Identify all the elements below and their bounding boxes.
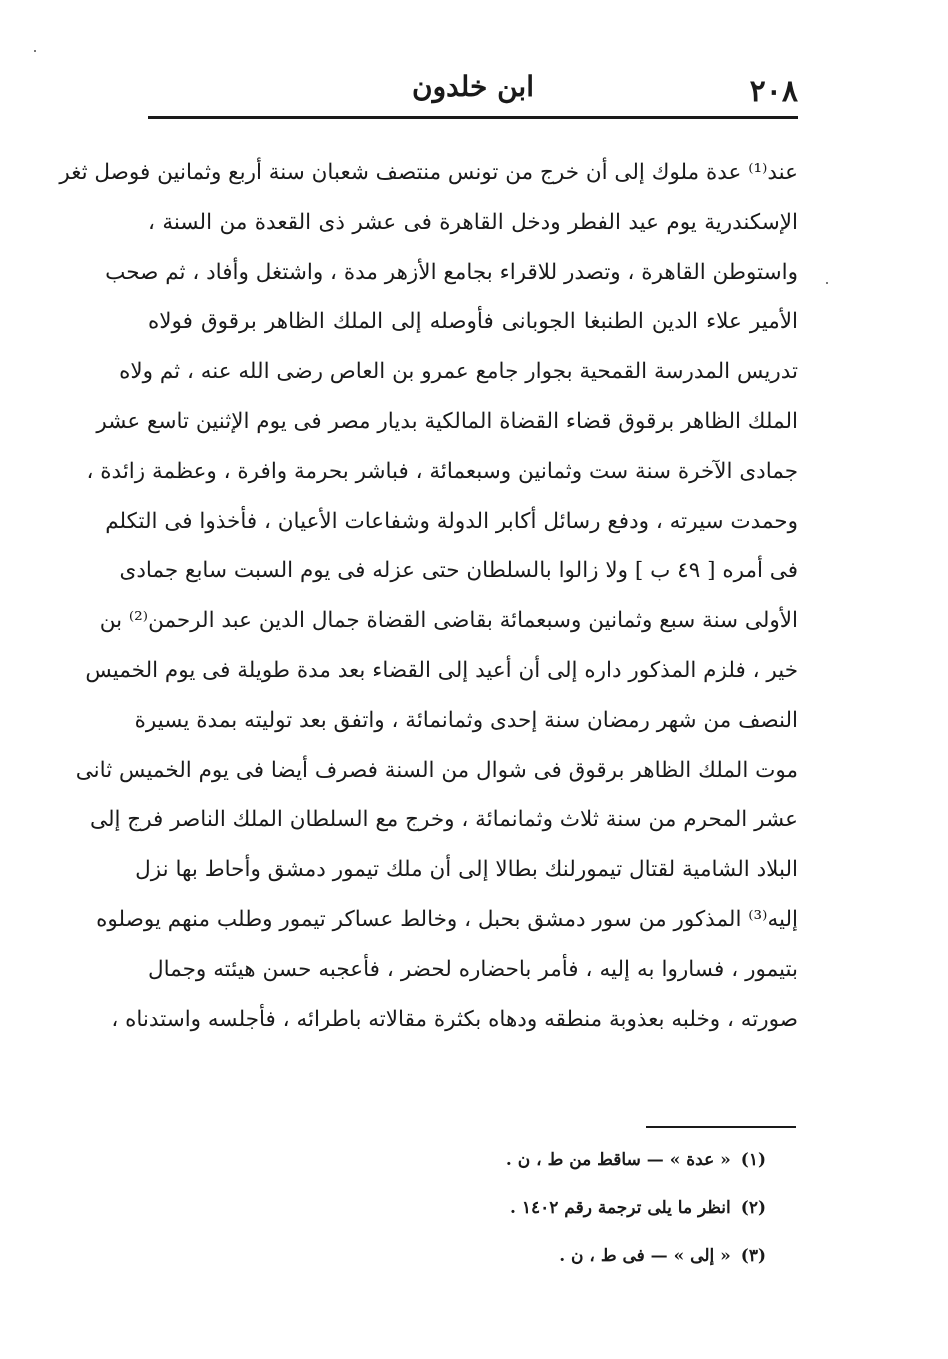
body-text bbox=[59, 148, 798, 1044]
footnote bbox=[400, 1140, 766, 1188]
text-line: النصف من شهر رمضان سنة إحدى وثمانمائة ، واتفق بعد توليته بمدة يسيرة bbox=[134, 707, 798, 733]
text-line: موت الملك الظاهر برقوق فى شوال من السنة فصرف أيضا فى يوم الخميس ثانى bbox=[75, 757, 798, 783]
text-line: وحمدت سيرته ، ودفع رسائل أكابر الدولة وشفاعات الأعيان ، فأخذوا فى التكلم bbox=[105, 508, 798, 534]
header-rule bbox=[148, 116, 798, 119]
text-line: الأولى سنة سبع وثمانين وسبعمائة بقاضى القضاة جمال الدين عبد الرحمن⁽²⁾ بن bbox=[99, 608, 798, 634]
footnote-number: (٢) bbox=[740, 1198, 766, 1218]
text-line: إليه⁽³⁾ المذكور من سور دمشق بحبل ، وخالط عساكر تيمور وطلب منهم يوصلوه bbox=[96, 906, 798, 932]
text-line: واستوطن القاهرة ، وتصدر للاقراء بجامع الأزهر مدة ، واشتغل وأفاد ، ثم صحب bbox=[105, 259, 798, 285]
footnote-rule bbox=[646, 1126, 796, 1128]
footnote-text: انظر ما يلى ترجمة رقم ١٤٠٢ . bbox=[509, 1198, 731, 1218]
footnote-text: « عدة » — ساقط من ط ، ن . bbox=[505, 1150, 731, 1170]
scan-speck bbox=[34, 50, 36, 52]
text-line: صورته ، وخلبه بعذوبة منطقه ودهاه بكثرة مقالاته باطرائه ، فأجلسه واستدناه ، bbox=[111, 1006, 798, 1032]
text-line: فى أمره [ ٤٩ ب ] ولا زالوا بالسلطان حتى عزله فى يوم السبت سابع جمادى bbox=[119, 558, 798, 584]
text-line: تدريس المدرسة القمحية بجوار جامع عمرو بن العاص رضى الله عنه ، ثم ولاه bbox=[119, 359, 798, 385]
scan-speck bbox=[826, 282, 828, 284]
page-header bbox=[148, 62, 798, 114]
page-number: ٢٠٨ bbox=[749, 74, 798, 109]
footnote-number: (٣) bbox=[740, 1246, 766, 1266]
footnote-text: « إلى » — فى ط ، ن . bbox=[559, 1246, 731, 1266]
text-line: عند⁽¹⁾ عدة ملوك إلى أن خرج من تونس منتصف شعبان سنة أربع وثمانين فوصل ثغر bbox=[59, 160, 798, 185]
footnote-number: (١) bbox=[740, 1150, 766, 1170]
text-line: بتيمور ، فساروا به إليه ، فأمر باحضاره لحضر ، فأعجبه حسن هيئته وجمال bbox=[148, 956, 798, 982]
footnote bbox=[400, 1188, 766, 1236]
text-line: خير ، فلزم المذكور داره إلى أن أعيد إلى القضاء بعد مدة طويلة فى يوم الخميس bbox=[85, 657, 798, 683]
running-title: ابن خلدون bbox=[412, 70, 534, 103]
text-line: الأمير علاء الدين الطنبغا الجوبانى فأوصله إلى الملك الظاهر برقوق فولاه bbox=[148, 309, 798, 335]
footnotes bbox=[400, 1140, 766, 1284]
text-line: الإسكندرية يوم عيد الفطر ودخل القاهرة فى عشر ذى القعدة من السنة ، bbox=[148, 209, 798, 235]
text-line: الملك الظاهر برقوق قضاء القضاة المالكية بديار مصر فى يوم الإثنين تاسع عشر bbox=[96, 408, 798, 434]
text-line: جمادى الآخرة سنة ست وثمانين وسبعمائة ، فباشر بحرمة وافرة ، وعظمة زائدة ، bbox=[86, 458, 798, 484]
footnote bbox=[400, 1236, 766, 1284]
text-line: البلاد الشامية لقتال تيمورلنك بطالا إلى أن ملك تيمور دمشق وأحاط بها نزل bbox=[135, 857, 798, 883]
text-line: عشر المحرم من سنة ثلاث وثمانمائة ، وخرج مع السلطان الملك الناصر فرج إلى bbox=[90, 807, 798, 833]
